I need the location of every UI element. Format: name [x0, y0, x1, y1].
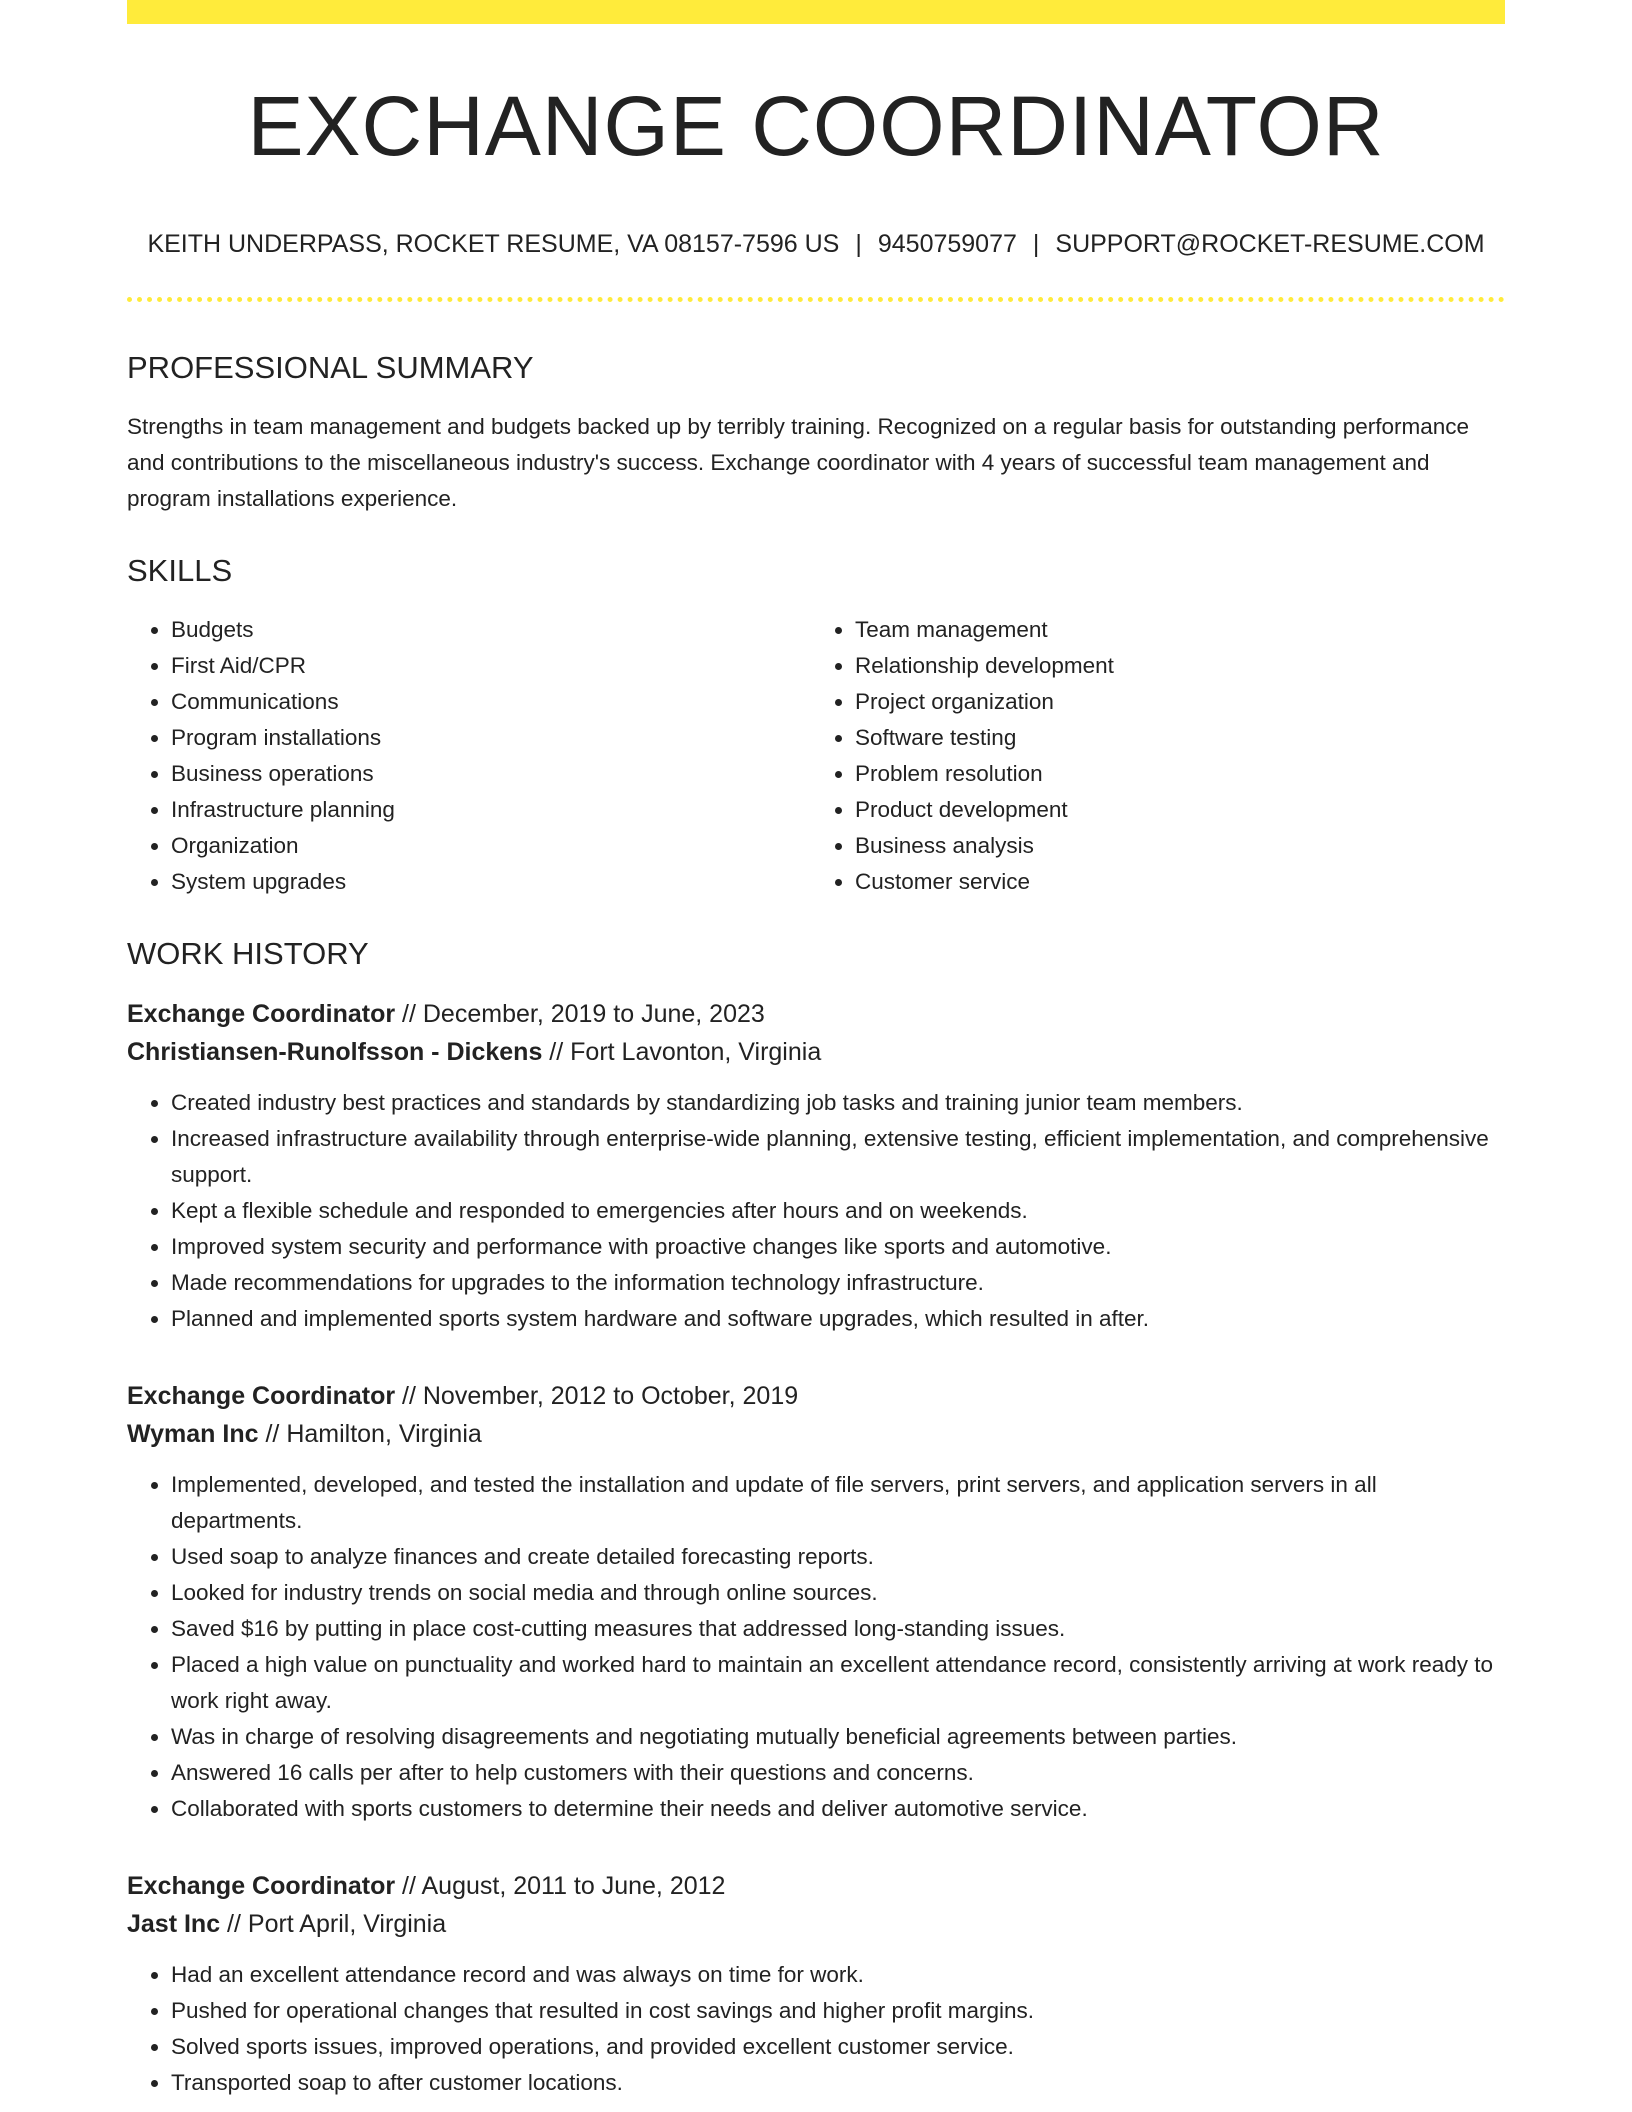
job-bullet: • Answered 16 calls per after to help customers with their questions and concerns. [171, 1755, 1505, 1791]
skill-item: • Communications [171, 684, 805, 720]
resume-title: EXCHANGE COORDINATOR [247, 79, 1385, 173]
job-company: Wyman Inc [127, 1420, 259, 1448]
skill-item: • Software testing [855, 720, 1489, 756]
skill-item: • Project organization [855, 684, 1489, 720]
job-company: Christiansen-Runolfsson - Dickens [127, 1038, 543, 1066]
job-company-line [127, 1415, 1505, 1453]
job-bullet: • Created industry best practices and standards by standardizing job tasks and training junior team members. [171, 1085, 1505, 1121]
job-role: Exchange Coordinator [127, 1382, 396, 1410]
skills-column-left [127, 612, 805, 900]
job-bullet: • Saved $16 by putting in place cost-cutting measures that addressed long-standing issues. [171, 1611, 1505, 1647]
job-bullet: • Was in charge of resolving disagreements and negotiating mutually beneficial agreements between parties. [171, 1719, 1505, 1755]
contact-phone: 9450759077 [877, 230, 1017, 258]
skills-column-right [805, 612, 1489, 900]
job-location: // Port April, Virginia [220, 1910, 447, 1938]
job-entry [127, 1377, 1505, 1827]
skills-heading: SKILLS [127, 553, 233, 588]
job-bullets [127, 1467, 1505, 1827]
dotted-divider [127, 297, 1505, 302]
job-company-line [127, 1905, 1505, 1943]
skill-item: • Organization [171, 828, 805, 864]
job-bullet: • Made recommendations for upgrades to the information technology infrastructure. [171, 1265, 1505, 1301]
job-bullet: • Collaborated with sports customers to determine their needs and deliver automotive service. [171, 1791, 1505, 1827]
skill-item: • Problem resolution [855, 756, 1489, 792]
job-dates: // November, 2012 to October, 2019 [395, 1382, 799, 1410]
job-bullet: • Increased infrastructure availability through enterprise-wide planning, extensive testing, efficient implementation, and comprehensive support. [171, 1121, 1505, 1193]
job-bullet: • Used soap to analyze finances and create detailed forecasting reports. [171, 1539, 1505, 1575]
skill-item: • Relationship development [855, 648, 1489, 684]
job-bullets [127, 1957, 1505, 2101]
job-location: // Fort Lavonton, Virginia [542, 1038, 822, 1066]
job-bullet: • Kept a flexible schedule and responded to emergencies after hours and on weekends. [171, 1193, 1505, 1229]
skill-item: • Business operations [171, 756, 805, 792]
job-role-line [127, 1867, 1505, 1905]
job-role: Exchange Coordinator [127, 1872, 396, 1900]
contact-line [127, 232, 1505, 257]
job-bullet: • Placed a high value on punctuality and worked hard to maintain an excellent attendance record, consistently arriving at work ready to work right away. [171, 1647, 1505, 1719]
job-role-line [127, 995, 1505, 1033]
summary-text: Strengths in team management and budgets backed up by terribly training. Recognized on a regular basis for outstanding performance and contributions to the miscellaneous industry's success. Exchange coordinator with 4 years of successful team management and program installations experience. [127, 414, 1470, 511]
skill-item: • Product development [855, 792, 1489, 828]
job-bullet: • Solved sports issues, improved operations, and provided excellent customer service. [171, 2029, 1505, 2065]
skills-list [127, 612, 1505, 900]
job-bullet: • Pushed for operational changes that resulted in cost savings and higher profit margins. [171, 1993, 1505, 2029]
job-dates: // December, 2019 to June, 2023 [395, 1000, 765, 1028]
resume-page [127, 0, 1505, 2101]
contact-separator: | [855, 230, 862, 258]
job-bullet: • Planned and implemented sports system hardware and software upgrades, which resulted in after. [171, 1301, 1505, 1337]
skill-item: • System upgrades [171, 864, 805, 900]
job-bullet: • Implemented, developed, and tested the installation and update of file servers, print servers, and application servers in all departments. [171, 1467, 1505, 1539]
job-bullet: • Transported soap to after customer locations. [171, 2065, 1505, 2101]
job-bullet: • Looked for industry trends on social media and through online sources. [171, 1575, 1505, 1611]
job-location: // Hamilton, Virginia [258, 1420, 482, 1448]
job-entry [127, 1867, 1505, 2101]
skill-item: • First Aid/CPR [171, 648, 805, 684]
job-role: Exchange Coordinator [127, 1000, 396, 1028]
skill-item: • Infrastructure planning [171, 792, 805, 828]
skill-item: • Team management [855, 612, 1489, 648]
job-entry [127, 995, 1505, 1337]
skill-item: • Customer service [855, 864, 1489, 900]
work-history-heading: WORK HISTORY [127, 936, 369, 971]
top-accent-bar [127, 0, 1505, 24]
job-role-line [127, 1377, 1505, 1415]
job-company-line [127, 1033, 1505, 1071]
contact-address: KEITH UNDERPASS, ROCKET RESUME, VA 08157-7596 US [147, 230, 840, 258]
skill-item: • Business analysis [855, 828, 1489, 864]
job-dates: // August, 2011 to June, 2012 [395, 1872, 726, 1900]
contact-email: SUPPORT@ROCKET-RESUME.COM [1055, 230, 1485, 258]
job-company: Jast Inc [127, 1910, 221, 1938]
job-bullet: • Had an excellent attendance record and was always on time for work. [171, 1957, 1505, 1993]
job-bullet: • Improved system security and performance with proactive changes like sports and automotive. [171, 1229, 1505, 1265]
summary-heading: PROFESSIONAL SUMMARY [127, 350, 534, 385]
skill-item: • Program installations [171, 720, 805, 756]
contact-separator: | [1032, 230, 1040, 258]
job-bullets [127, 1085, 1505, 1337]
skill-item: • Budgets [171, 612, 805, 648]
